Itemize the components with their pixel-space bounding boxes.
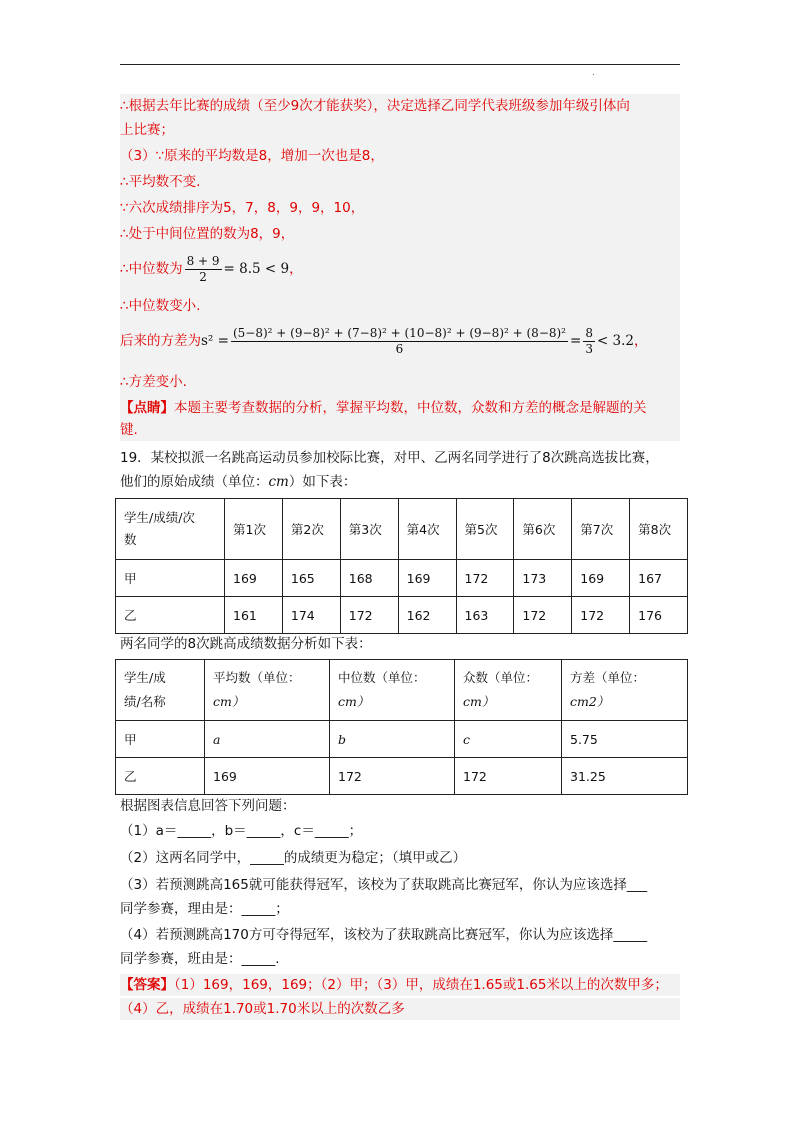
solution-line: ∴平均数不变.	[120, 174, 201, 190]
table-cell: 162	[398, 597, 456, 634]
header-text: 平均数（单位：	[213, 670, 301, 685]
stem-text: ）如下表：	[288, 474, 357, 490]
table-cell: 169	[225, 560, 283, 597]
header-text: 方差（单位：	[570, 670, 646, 685]
table-cell: 172	[340, 597, 398, 634]
table-row	[116, 597, 688, 634]
table-cell: 乙	[116, 597, 225, 634]
question-part: （4）若预测跳高170方可夺得冠军，该校为了获取跳高比赛冠军，你认为应该选择_____	[120, 927, 648, 943]
table-cell: 172	[456, 560, 514, 597]
table-row	[116, 721, 688, 758]
fraction-denominator: 6	[395, 341, 404, 356]
stem-text: 他们的原始成绩（单位：	[120, 474, 269, 490]
question-part: 同学参赛，理由是：_____；	[120, 901, 289, 917]
table-cell: 165	[282, 560, 340, 597]
header-unit: cm2）	[570, 694, 610, 709]
median-end: ，	[289, 261, 303, 277]
equals-sign: =	[570, 333, 582, 349]
table-cell: 168	[340, 560, 398, 597]
answer-line: （4）乙，成绩在1.70或1.70米以上的次数乙多	[120, 998, 680, 1020]
table-header-cell: 第5次	[456, 499, 514, 560]
raw-scores-table	[115, 498, 688, 634]
comment-text: 本题主要考查数据的分析，掌握平均数，中位数，众数和方差的概念是解题的关	[174, 400, 647, 416]
result-fraction	[583, 326, 595, 357]
table-header-row	[116, 660, 688, 721]
table-cell: 173	[514, 560, 572, 597]
table-cell: 176	[630, 597, 688, 634]
answer-line	[120, 974, 680, 996]
solution-line: ∴中位数变小.	[120, 298, 201, 314]
fraction-denominator: 3	[585, 341, 593, 356]
table-cell: 167	[630, 560, 688, 597]
question-stem: 19．某校拟派一名跳高运动员参加校际比赛，对甲、乙两名同学进行了8次跳高选拔比赛，	[120, 450, 659, 466]
table-cell: 163	[456, 597, 514, 634]
table-cell: 161	[225, 597, 283, 634]
header-unit: cm）	[338, 694, 370, 709]
header-text: 学生/成绩/次	[124, 510, 195, 525]
comment-line	[120, 398, 647, 418]
table-cell: a	[205, 721, 330, 758]
table-cell: 172	[514, 597, 572, 634]
solution-line: ∵六次成绩排序为5，7，8，9，9，10，	[120, 200, 365, 216]
table-cell: 169	[572, 560, 630, 597]
table-cell: 31.25	[562, 758, 688, 795]
table-header-cell: 第7次	[572, 499, 630, 560]
table-cell: 甲	[116, 560, 225, 597]
table-header-cell: 第3次	[340, 499, 398, 560]
solution-line: ∴根据去年比赛的成绩（至少9次才能获奖），决定选择乙同学代表班级参加年级引体向	[120, 98, 630, 114]
header-text: 众数（单位：	[463, 670, 539, 685]
variance-end: ，	[634, 333, 648, 349]
header-text: 学生/成	[124, 670, 166, 685]
table-header-cell: 第1次	[225, 499, 283, 560]
median-label: ∴中位数为	[120, 261, 183, 277]
header-text: 中位数（单位：	[338, 670, 426, 685]
answer-tag: 【答案】	[120, 977, 174, 993]
table-header-cell	[455, 660, 562, 721]
comment-tag: 【点睛】	[120, 400, 174, 416]
table-cell: 172	[455, 758, 562, 795]
variance-label: 后来的方差为	[120, 333, 201, 349]
table-row	[116, 560, 688, 597]
table-header-cell: 第8次	[630, 499, 688, 560]
header-text: 绩/名称	[124, 694, 166, 709]
question-part: （3）若预测跳高165就可能获得冠军，该校为了获取跳高比赛冠军，你认为应该选择___	[120, 877, 648, 893]
header-rule	[120, 64, 680, 65]
question-part: （1）a＝_____，b＝_____，c＝_____；	[120, 823, 363, 839]
solution-line: ∴方差变小.	[120, 374, 187, 390]
table-header-row	[116, 499, 688, 560]
question-prompt: 根据图表信息回答下列问题：	[120, 798, 296, 814]
table-cell: 甲	[116, 721, 205, 758]
table-cell: 乙	[116, 758, 205, 795]
median-result: = 8.5 < 9	[223, 261, 290, 277]
question-part: 同学参赛，班由是：_____.	[120, 951, 280, 967]
header-unit: cm）	[463, 694, 495, 709]
table-caption: 两名同学的8次跳高成绩数据分析如下表：	[120, 636, 372, 652]
variance-formula	[120, 324, 648, 358]
table-cell: 169	[398, 560, 456, 597]
table-cell: 172	[330, 758, 455, 795]
table-header-cell: 第6次	[514, 499, 572, 560]
fraction-numerator: 8	[585, 325, 593, 340]
analysis-table	[115, 659, 688, 795]
solution-line: ∴处于中间位置的数为8，9，	[120, 226, 295, 242]
fraction-numerator: 8 + 9	[186, 253, 220, 268]
fraction-denominator: 2	[199, 269, 207, 284]
unit-text: cm	[268, 474, 289, 490]
comment-line: 键.	[120, 422, 138, 438]
table-header-cell	[116, 499, 225, 560]
table-header-cell	[116, 660, 205, 721]
table-header-cell: 第2次	[282, 499, 340, 560]
table-cell: c	[455, 721, 562, 758]
question-stem	[120, 472, 356, 492]
fraction-numerator: (5−8)² + (9−8)² + (7−8)² + (10−8)² + (9−8)² + (8−8)²	[232, 325, 566, 340]
table-header-cell	[205, 660, 330, 721]
median-fraction	[185, 254, 222, 285]
median-formula	[120, 252, 303, 286]
solution-line: 上比赛；	[120, 122, 174, 138]
variance-result: < 3.2	[596, 333, 635, 349]
table-row	[116, 758, 688, 795]
header-unit: cm）	[213, 694, 245, 709]
variance-fraction	[231, 326, 568, 357]
table-header-cell	[330, 660, 455, 721]
header-dot: .	[592, 68, 595, 78]
header-text: 数	[124, 532, 137, 547]
question-part: （2）这两名同学中，_____的成绩更为稳定；（填甲或乙）	[120, 850, 467, 866]
solution-line: （3）∵原来的平均数是8，增加一次也是8，	[120, 148, 384, 164]
table-header-cell	[562, 660, 688, 721]
table-cell: 5.75	[562, 721, 688, 758]
solution-block	[120, 94, 680, 441]
table-cell: 174	[282, 597, 340, 634]
answer-text: （1）169，169，169；（2）甲；（3）甲，成绩在1.65或1.65米以上的次数甲多；	[174, 977, 668, 993]
table-header-cell: 第4次	[398, 499, 456, 560]
table-cell: 172	[572, 597, 630, 634]
variance-symbol: s² =	[201, 333, 229, 349]
table-cell: 169	[205, 758, 330, 795]
table-cell: b	[330, 721, 455, 758]
